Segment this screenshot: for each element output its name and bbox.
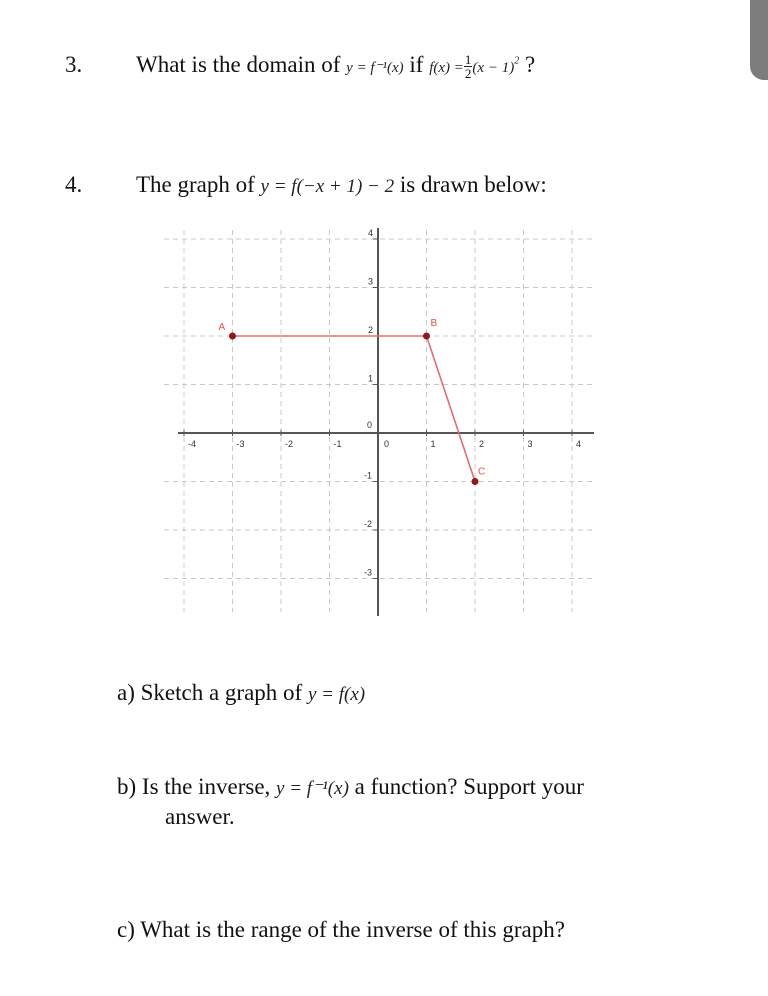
question-4-expr: y = f(−x + 1) − 2 bbox=[260, 176, 395, 197]
subpart-c: c) What is the range of the inverse of this graph? bbox=[117, 917, 565, 942]
y-tick-label: -1 bbox=[364, 470, 373, 481]
question-4-number: 4. bbox=[65, 172, 83, 197]
question-4-suffix: is drawn below: bbox=[399, 172, 547, 197]
subpart-a-expr: y = f(x) bbox=[307, 684, 366, 705]
question-3-exponent: 2 bbox=[514, 55, 520, 67]
graph-tick-labels bbox=[184, 228, 581, 579]
x-tick-label: 2 bbox=[479, 439, 485, 449]
question-3-f-rhs: (x − 1) bbox=[472, 60, 515, 76]
x-tick-label: 0 bbox=[384, 439, 390, 449]
point-b bbox=[423, 333, 430, 340]
question-4-prompt: The graph of bbox=[136, 172, 255, 197]
fraction-numerator: 1 bbox=[464, 52, 472, 68]
y-tick-label: 0 bbox=[367, 420, 373, 430]
x-tick-label: 4 bbox=[576, 439, 582, 449]
y-tick-label: 2 bbox=[368, 325, 374, 335]
point-label-a: A bbox=[218, 322, 226, 333]
y-tick-label: 3 bbox=[368, 276, 374, 287]
graph-axes bbox=[178, 228, 594, 616]
subpart-b-text: b) Is the inverse, bbox=[117, 774, 271, 799]
question-3-prompt: What is the domain of bbox=[136, 52, 341, 77]
point-c bbox=[472, 478, 479, 485]
graph-data bbox=[219, 318, 486, 485]
y-tick-label: -2 bbox=[364, 519, 373, 529]
graph-segment bbox=[427, 336, 476, 482]
x-tick-label: -2 bbox=[285, 439, 294, 449]
point-label-c: C bbox=[478, 466, 486, 478]
subpart-b-expr: y = f⁻¹(x) bbox=[276, 778, 349, 799]
scrollbar-thumb[interactable] bbox=[750, 0, 768, 80]
question-3-text bbox=[136, 52, 535, 80]
y-tick-label: -3 bbox=[364, 567, 373, 578]
question-4-text bbox=[136, 172, 547, 198]
x-tick-label: -1 bbox=[333, 439, 342, 449]
subpart-a bbox=[117, 680, 365, 706]
subpart-a-text: a) Sketch a graph of bbox=[117, 680, 303, 705]
graph-grid bbox=[164, 230, 596, 612]
x-tick-label: 1 bbox=[430, 439, 436, 449]
question-3-connector: if bbox=[409, 52, 424, 77]
question-3-inverse-expr: y = f⁻¹(x) bbox=[346, 60, 404, 76]
y-tick-label: 4 bbox=[368, 228, 374, 238]
question-3-number: 3. bbox=[65, 52, 83, 77]
subpart-b-continuation: answer. bbox=[165, 804, 235, 829]
function-graph bbox=[160, 222, 600, 618]
point-label-b: B bbox=[430, 318, 438, 329]
subpart-b-suffix: a function? Support your bbox=[354, 774, 584, 799]
x-tick-label: -4 bbox=[188, 439, 197, 449]
fraction-denominator: 2 bbox=[464, 66, 472, 82]
x-tick-label: 3 bbox=[527, 439, 533, 449]
x-tick-label: -3 bbox=[236, 439, 245, 449]
question-3-f-lhs: f(x) = bbox=[429, 60, 464, 76]
subpart-b bbox=[117, 774, 584, 800]
question-3-end: ? bbox=[524, 52, 536, 77]
y-tick-label: 1 bbox=[368, 373, 374, 384]
point-a bbox=[229, 333, 236, 340]
